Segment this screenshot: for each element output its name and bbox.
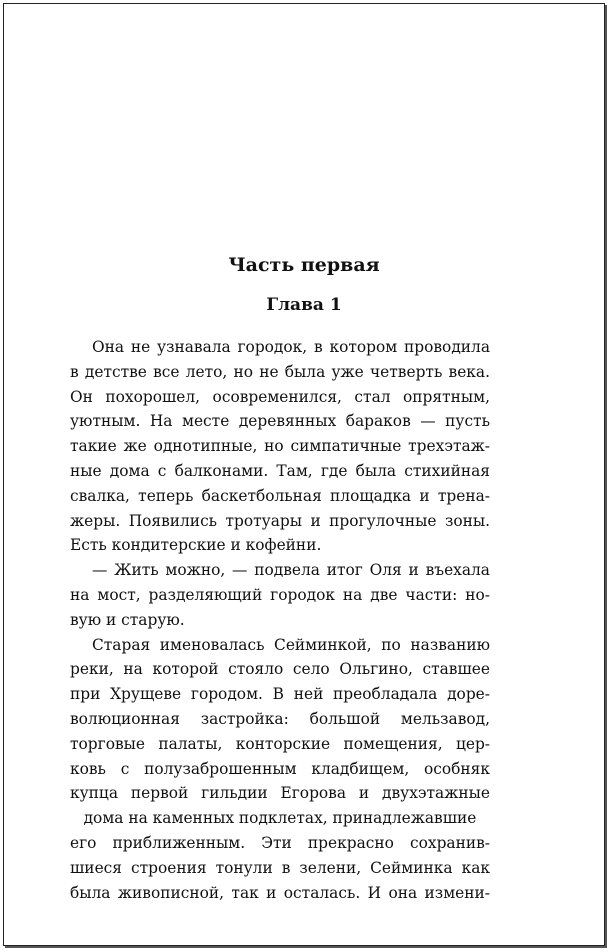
text-line: шиеся строения тонули в зелени, Сейминка как [70, 858, 490, 877]
text-line: Она не узнавала городок, в котором проводила [92, 338, 490, 356]
text-line: жеры. Появились тротуары и прогулочные зоны. [70, 511, 490, 530]
text-line: такие же однотипные, но симпатичные трехэтаж- [70, 437, 490, 456]
text-line: свалка, теперь баскетбольная площадка и трена- [70, 486, 490, 505]
body-text [70, 335, 490, 905]
text-line: в детстве все лето, но не была уже четверть века. [70, 362, 490, 381]
text-line: вую и старую. [70, 610, 185, 629]
text-line: его приближенным. Эти прекрасно сохранив- [70, 833, 490, 852]
text-line: дома на каменных подклетах, принадлежавшие [83, 809, 477, 828]
part-title: Часть первая [228, 254, 380, 276]
text-line: при Хрущеве городом. В ней преобладала доре- [70, 685, 490, 704]
text-line: Он похорошел, осовременился, стал опрятным, [70, 387, 490, 406]
text-line: купца первой гильдии Егорова и двухэтажные [70, 784, 490, 803]
text-line: Старая именовалась Сейминкой, по названию [92, 635, 490, 654]
text-line: волюционная застройка: большой мельзавод, [70, 709, 490, 728]
text-line: Есть кондитерские и кофейни. [70, 536, 322, 555]
text-line: на мост, разделяющий городок на две части: но- [70, 585, 490, 604]
text-line: уютным. На месте деревянных бараков — пусть [70, 412, 490, 431]
text-line: — Жить можно, — подвела итог Оля и въехала [92, 561, 490, 580]
chapter-title: Глава 1 [266, 295, 342, 315]
text-line: реки, на которой стояло село Ольгино, ставшее [70, 660, 490, 679]
book-page [3, 3, 605, 946]
text-line: ковь с полузаброшенным кладбищем, особняк [70, 759, 490, 778]
text-line: была живописной, так и осталась. И она измени- [70, 883, 490, 902]
text-line: ные дома с балконами. Там, где была стихийная [70, 461, 490, 480]
text-line: торговые палаты, конторские помещения, цер- [70, 734, 490, 753]
